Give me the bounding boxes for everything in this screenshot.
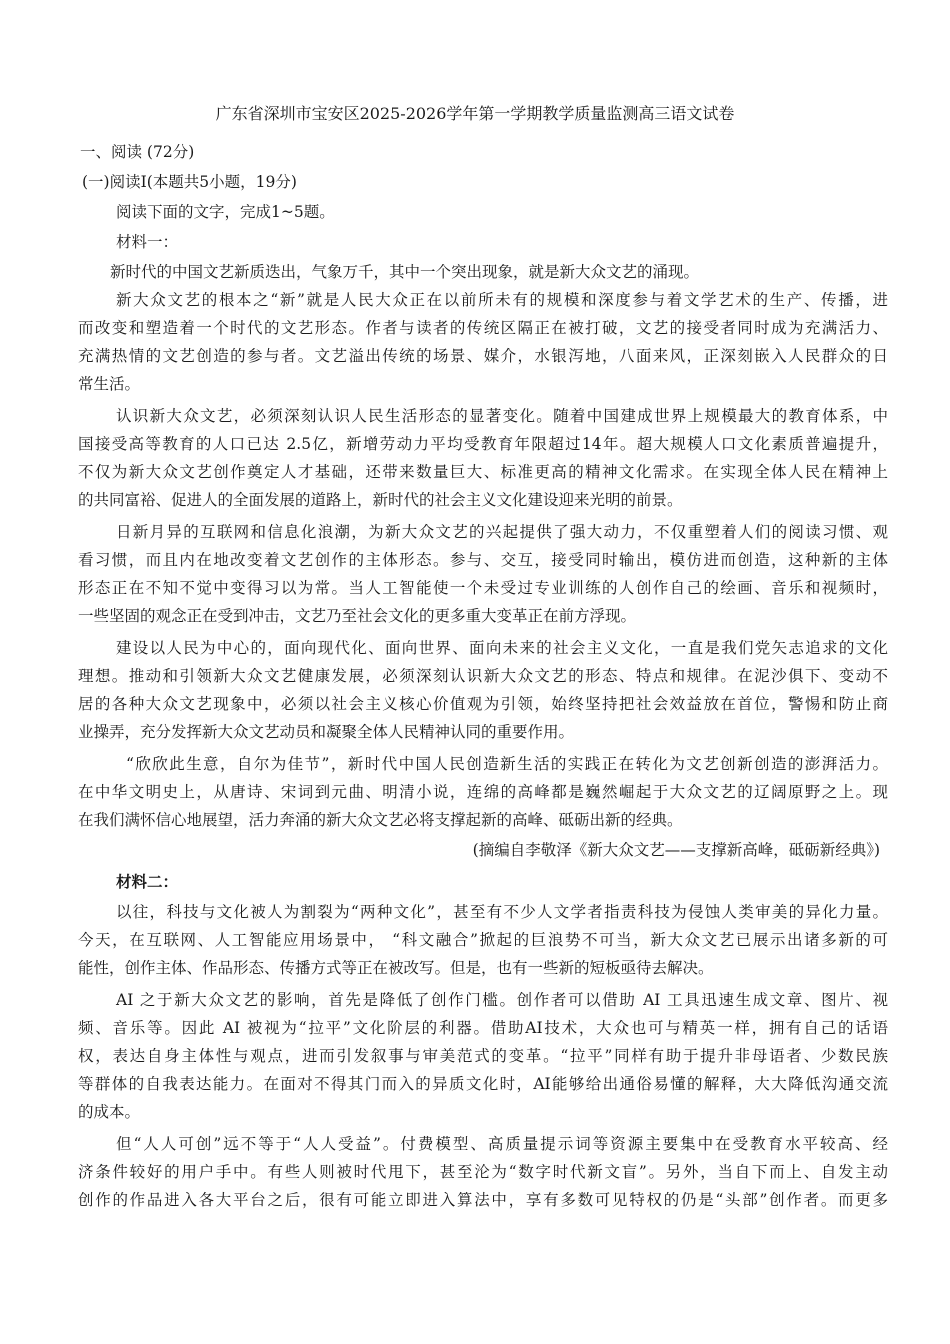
instruction-text: 阅读下面的文字，完成1~5题。 — [116, 203, 335, 221]
text-line: 的成本。 — [78, 1103, 141, 1121]
text-line: 新时代的中国文艺新质迭出，气象万千，其中一个突出现象，就是新大众文艺的涌现。 — [110, 263, 700, 281]
text-line: 能性，创作主体、作品形态、传播方式等正在被改写。但是，也有一些新的短板亟待去解决。 — [78, 959, 714, 977]
text-line: 看习惯，而且内在地改变着文艺创作的主体形态。参与、交互，接受同时输出，模仿进而创造，这种新的主体 — [78, 551, 888, 569]
text-line: 业操弄，充分发挥新大众文艺动员和凝聚全体人民精神认同的重要作用。 — [78, 723, 575, 741]
text-line: 创作的作品进入各大平台之后，很有可能立即进入算法中，享有多数可见特权的仍是“头部”创作者。而更多 — [78, 1191, 888, 1209]
text-line: 等群体的自我表达能力。在面对不得其门而入的异质文化时，AI能够给出通俗易懂的解释，大大降低沟通交流 — [78, 1075, 888, 1093]
text-line: 的共同富裕、促进人的全面发展的道路上，新时代的社会主义文化建设迎来光明的前景。 — [78, 491, 683, 509]
text-line: 但“人人可创”远不等于“人人受益”。付费模型、高质量提示词等资源主要集中在受教育水平较高、经 — [116, 1135, 888, 1153]
text-line: 一些坚固的观念正在受到冲击，文艺乃至社会文化的更多重大变革正在前方浮现。 — [78, 607, 637, 625]
text-line: 以往，科技与文化被人为割裂为“两种文化”，甚至有不少人文学者指责科技为侵蚀人类审美的异化力量。 — [116, 903, 888, 921]
text-line: 不仅为新大众文艺创作奠定人才基础，还带来数量巨大、标准更高的精神文化需求。在实现全体人民在精神上 — [78, 463, 888, 481]
text-line: AI 之于新大众文艺的影响，首先是降低了创作门槛。创作者可以借助 AI 工具迅速生成文章、图片、视 — [116, 991, 888, 1009]
text-line: “欣欣此生意，自尔为佳节”，新时代中国人民创造新生活的实践正在转化为文艺创新创造的澎湃活力。 — [126, 755, 888, 773]
text-line: 常生活。 — [78, 375, 141, 393]
material-one-label: 材料一： — [116, 233, 179, 251]
text-line: 而改变和塑造着一个时代的文艺形态。作者与读者的传统区隔正在被打破，文艺的接受者同时成为充满活力、 — [78, 319, 888, 337]
text-line: 频、音乐等。因此 AI 被视为“拉平”文化阶层的利器。借助AI技术，大众也可与精英一样，拥有自己的话语 — [78, 1019, 888, 1037]
text-line: 济条件较好的用户手中。有些人则被时代甩下，甚至沦为“数字时代新文盲”。另外，当自下而上、自发主动 — [78, 1163, 888, 1181]
text-line: 在中华文明史上，从唐诗、宋词到元曲、明清小说，连绵的高峰都是巍然崛起于大众文艺的辽阔原野之上。现 — [78, 783, 888, 801]
page-title: 广东省深圳市宝安区2025-2026学年第一学期教学质量监测高三语文试卷 — [215, 104, 735, 123]
text-line: 国接受高等教育的人口已达 2.5亿，新增劳动力平均受教育年限超过14年。超大规模人口文化素质普遍提升， — [78, 435, 888, 453]
text-line: 理想。推动和引领新大众文艺健康发展，必须深刻认识新大众文艺的形态、特点和规律。在泥沙俱下、变动不 — [78, 667, 888, 685]
text-line: 新大众文艺的根本之“新”就是人民大众正在以前所未有的规模和深度参与着文学艺术的生产、传播，进 — [116, 291, 888, 309]
text-line: 形态正在不知不觉中变得习以为常。当人工智能使一个未受过专业训练的人创作自己的绘画、音乐和视频时， — [78, 579, 888, 597]
text-line: 居的各种大众文艺现象中，必须以社会主义核心价值观为引领，始终坚持把社会效益放在首位，警惕和防止商 — [78, 695, 888, 713]
text-line: 建设以人民为中心的，面向现代化、面向世界、面向未来的社会主义文化，一直是我们党矢志追求的文化 — [116, 639, 888, 657]
text-line: 充满热情的文艺创造的参与者。文艺溢出传统的场景、媒介，水银泻地，八面来风，正深刻嵌入人民群众的日 — [78, 347, 888, 365]
text-line: 日新月异的互联网和信息化浪潮，为新大众文艺的兴起提供了强大动力，不仅重塑着人们的阅读习惯、观 — [116, 523, 888, 541]
subsection-heading: (一)阅读Ⅰ(本题共5小题，19分) — [82, 173, 297, 191]
section-heading: 一、阅读 (72分) — [80, 143, 195, 161]
text-line: 今天，在互联网、人工智能应用场景中， “科文融合”掀起的巨浪势不可当，新大众文艺已展示出诸多新的可 — [78, 931, 888, 949]
source-citation: (摘编自李敬泽《新大众文艺——支撑新高峰，砥砺新经典》) — [472, 841, 880, 859]
text-line: 在我们满怀信心地展望，活力奔涌的新大众文艺必将支撑起新的高峰、砥砺出新的经典。 — [78, 811, 683, 829]
text-line: 认识新大众文艺，必须深刻认识人民生活形态的显著变化。随着中国建成世界上规模最大的教育体系，中 — [116, 407, 888, 425]
text-line: 权，表达自身主体性与观点，进而引发叙事与审美范式的变革。“拉平”同样有助于提升非母语者、少数民族 — [78, 1047, 888, 1065]
material-two-label: 材料二： — [116, 872, 179, 891]
